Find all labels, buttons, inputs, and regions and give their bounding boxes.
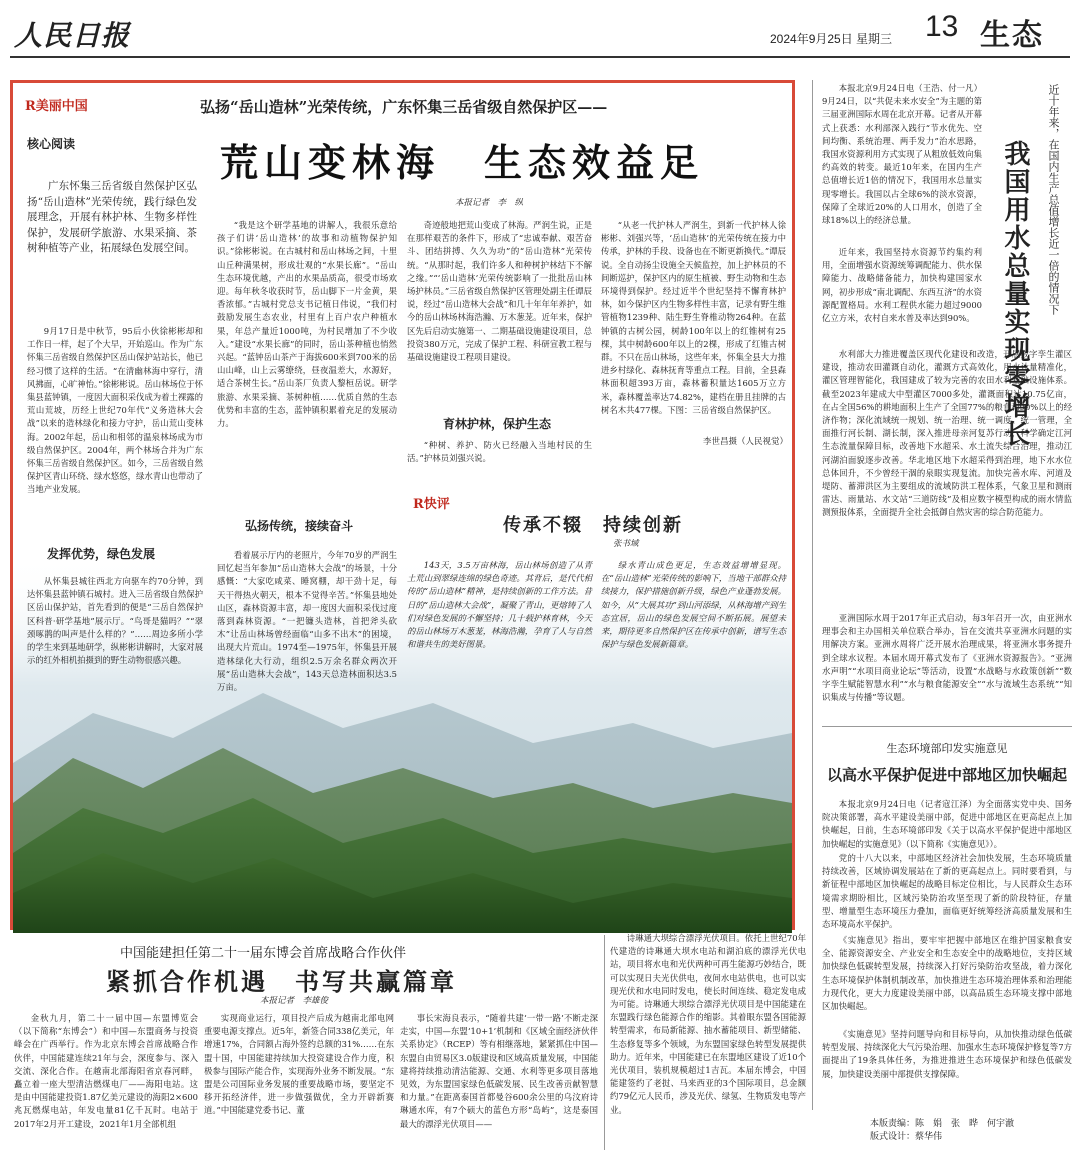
- feature-col1-para1: 9月17日是中秋节，95后小伙徐彬彬却和工作日一样，起了个大早，开始巡山。作为广东怀集三岳省级自然保护区岳山保护站站长，他已经习惯了这样的生活。“在清幽林海中穿行，清风拂面，心旷神怡。”徐彬彬说。岳山林场位于怀集县蓝钟镇，一度因大面积采伐成为着土裸露的荒山荒坡，历经上世纪70年代“义务造林大会战”以来的造林绿化和接力守护，岳山荒山变林海。2002年起，岳山和相邻的温泉林场成为市级自然保护区。2004年，两个林场合并为广东怀集三岳省级自然保护区。如今，三岳省级自然保护区青山环绕、绿水悠悠，绿水青山也带动了当地产业发展。: [27, 326, 203, 495]
- summary-text: 广东怀集三岳省级自然保护区弘扬“岳山造林”光荣传统，践行绿色发展理念，开展有林护林、生物多样性保护，发展研学旅游、水果采摘、茶树种植等产业，拓展绿色发展空间。: [27, 180, 197, 254]
- ecology-article-para3: 《实施意见》指出，要牢牢把握中部地区在维护国家粮食安全、能源资源安全、产业安全和生态安全中的战略地位，支持区域加快绿色低碳转型发展，持续深入打好污染防治攻坚战，着力深化生态环境保护体制机制改革，加快推进生态环境治理体系和治理能力现代化，更大力度建设美丽中部，以高品质生态环境支撑中部地区加快崛起。: [822, 935, 1072, 1012]
- feature-byline: 本报记者 李 纵: [455, 198, 524, 208]
- energy-article-col4: 诗琳通大坝综合漂浮光伏项目。依托上世纪70年代建造的诗琳通大坝水电站和湖泊底的漂浮光伏电站，项目将水电和光伏两种可再生能源巧妙结合，既可以实现日夫光伏供电，夜间水电站供电，也可以实现光伏和水电同时发电，使长时间连续、稳定发电成为可能。诗琳通大坝综合漂浮光伏项目是中国能建在东盟践行绿色能源合作的缩影。其着眼东盟各国能源转型需求，布局新能源、抽水蓄能项目、新型储能、生态修复等多个领域，为东盟国家绿色转型发展提供助力。近年来，中国能建已在东盟地区建设了近10个光伏项目，装机规模超过1吉瓦。本届东博会，中国能建签约了老挝、马来西亚的3个国际项目，总金额约79亿元人民币，涉及光伏、绿氢、生物质发电等产业。: [610, 933, 806, 1115]
- ecology-article-headline: 以高水平保护促进中部地区加快崛起: [826, 766, 1067, 784]
- energy-article-col2: 实现商业运行，项目投产后成为越南北部电网重要电源支撑点。近5年，新签合同338亿美元，年增速17%，合同额占海外签约总额的31%……在东盟十国，中国能建持续加大投资建设合作力度，积极参与国际产能合作，实现海外业务不断发展。“东盟是公司国际业务发展的重要战略市场，要坚定不移开拓经济伴，进一步做强做优，全力开辟新赛道。”中国能建党委书记、董: [204, 1013, 394, 1116]
- energy-article-headline: 紧抓合作机遇 书写共赢篇章: [106, 967, 457, 996]
- column-divider: [812, 80, 813, 1110]
- page-number: 13: [925, 10, 959, 43]
- ecology-article-para4: 《实施意见》坚持问题导向和目标导向，从加快推动绿色低碳转型发展、持续深化大气污染治理、加强水生态环境保护修复等7方面提出了19条具体任务，为推进推进生态环境保护和绿色低碳发展，加快建设美丽中部提供支撑保障。: [822, 1029, 1072, 1079]
- page-designer: 版式设计：蔡华伟: [870, 1132, 943, 1142]
- feature-col3-subhead: 育林护林，保护生态: [443, 417, 552, 431]
- comment-author: 张书域: [613, 539, 639, 549]
- summary-label: 核心阅读: [27, 137, 76, 151]
- photo-credit: 李世昌摄（人民视觉）: [703, 437, 789, 447]
- water-article-para4: 亚洲国际水周于2017年正式启动，每3年召开一次，由亚洲水理事会和主办国相关单位联合举办，旨在交流共享亚洲水问题的实用解决方案。亚洲水周将广泛开展水治理成果，将亚洲水事务提升到全球水议程。本届水周开幕式发布了《亚洲水资源报告》。“亚洲水声明”“水项目商业论坛”等活动，设置“水战略与水政策创新”“数字孪生赋能智慧水利”“水与粮食能源安全”“水与流域生态系统”“知识集成与传播”等议题。: [822, 613, 1072, 703]
- feature-col2-para1: “我是这个研学基地的讲解人，我很乐意给孩子们讲‘岳山造林’的故事和动植物保护知识。”徐彬彬说。在古城村和岳山林场之间，十里山丘种满果树，形成壮观的“水果长廊”。“岳山生态环境优越，产出的水果品质高，很受市场欢迎。每年秋冬收获时节，岳山脚下一片金黄，果香浓郁。”古城村党总支书记植日伟说，“我们村鼓励发展生态农业，村里有上百户农户种植水果，年总产量近1000吨，为村民增加了不少收入。”建设“水果长廊”的同时，岳山茶种植也悄然兴起。“蓝钟岳山茶产于海拔600米到700米的岳山山峰，山上云雾缭绕，昼夜温差大，水源好，适合茶树生长。”岳山茶厂负责人黎桓岳说。研学旅游、水果采摘、茶树种植……优质自然的生态优势和丰富的生态，蓝钟镇积累着充足的发展动力。: [217, 220, 397, 429]
- water-article-para1: 本报北京9月24日电（王浩、付一凡）9月24日，以“共促未来水安全”为主题的第三届亚洲国际水周在北京开幕。记者从开幕式上获悉：水利部深入践行“节水优先、空间均衡、系统治理、两手发力”治水思路，我国水资源利用方式实现了从粗放低效向集约高效的转变。最近10年来，在国内生产总值增长近1倍的情况下，我国用水总量实现零增长。我国以占全球6%的淡水资源，保障了全球近20%的人口用水，创造了全球18%以上的经济总量。: [822, 83, 982, 226]
- newspaper-logo: 人民日报: [14, 19, 131, 52]
- ecology-article-para2: 党的十八大以来，中部地区经济社会加快发展，生态环境质量持续改善，区域协调发展站在了新的更高起点上。同时要看到，与新征程中部地区加快崛起的战略目标定位相比，与人民群众生态环境需求期盼相比，区域污染防治攻坚至现了新的阶段特征，存量型、增量型生态环境压力叠加，面临更好统筹经济高质量发展和生态环境高水平保护。: [822, 853, 1072, 930]
- water-article-headline: 我国用水总量实现零增长: [1000, 140, 1030, 448]
- energy-article-col1: 金秋九月，第二十一届中国—东盟博览会（以下简称“东博会”）和中国—东盟商务与投资峰会在广西举行。作为北京东博会首席战略合作伙伴，中国能建连续21年与会，深度参与、深入交流、深化合作。在越南北部海阳省京春河畔，矗立着一座大型清洁燃煤电厂——海阳电站。这是由中国能建投资1.87亿美元建设的海阳2×600兆瓦燃煤电站，年发电量81亿千瓦时。电站于2017年2月开工建设，2021年1月全部机组: [14, 1013, 198, 1129]
- feature-col2-subhead: 弘扬传统，接续奋斗: [245, 519, 354, 533]
- feature-article-box: [10, 80, 795, 930]
- comment-title: 传承不辍 持续创新: [503, 515, 683, 536]
- energy-article-byline: 本报记者 李雄俊: [260, 996, 329, 1006]
- feature-col4-para1: “从老一代护林人严润生，到新一代护林人徐彬彬、刘强兴等，‘岳山造林’的光荣传统在接力中传承，护林的手段、设备也在不断更新换代。”谭辰说。全自动扬尘设施全天候监控，加上护林员的不间断巡护，保护区内的原生植被、野生动物和生态环境得到保护。经过近半个世纪坚持不懈育林护林，如今保护区内生物多样性丰富，记录有野生维管植物1239种、陆生野生脊椎动物264种。在蓝钟镇的古树公园，树龄100年以上的红锥树有25棵，其中树龄600年以上的2棵，形成了红锥古树群。不只在岳山林场，这些年来，怀集全县大力推进乡村绿化、森林抚育等重点工程。目前，全县森林面积超393万亩，森林蓄积量达1605万立方米，森林覆盖率达74.82%，建档在册且挂牌的古树名木共477棵。下图：三岳省级自然保护区。: [601, 220, 786, 415]
- water-article-vertical-kicker: 近十年来，在国内生产总值增长近一倍的情况下: [1047, 84, 1060, 315]
- ecology-article-para1: 本报北京9月24日电（记者寇江泽）为全面落实党中央、国务院决策部署，高水平建设美丽中部，促进中部地区在更高起点上加快崛起，日前，生态环境部印发《关于以高水平保护促进中部地区加快崛起的实施意见》（以下简称《实施意见》）。: [822, 799, 1072, 849]
- energy-article-column-divider: [604, 935, 605, 1150]
- feature-col1-subhead: 发挥优势，绿色发展: [47, 547, 156, 561]
- water-article-para3: 水利部大力推进覆盖区现代化建设和改造，开展数字孪生灌区建设，推动农田灌溉自动化，灌溉方式高效化，用水计量精准化，灌区管理智能化，我国建成了较为完善的农田水利基础设施体系。截至2023年建成大中型灌区7000多处，灌溉面积达10.75亿亩，在占全国56%的耕地面积上生产了全国77%的粮食和90%以上的经济作物；深化流域统一规划、统一治理、统一调度、统一管理，全面推行河长制、湖长制，深入推进母亲河复苏行动，科学确定江河生态流量保障目标，改善地下水超采、水土流失综合治理，推动江河湖泊面貌逐步改善。华北地区地下水超采得到治理，地下水水位总体回升，不少曾经干涸的泉眼实现复流。加快完善水库、河道及堤防、蓄滞洪区为主要组成的流域防洪工程体系，气象卫星和测雨雷达、雨量站、水文站“三道防线”及相应数字模型构成的雨水情监测预报体系，全面提升全社会抵御自然灾害的综合防范能力。: [822, 349, 1072, 518]
- masthead-rule: [10, 56, 1070, 58]
- energy-article-col3: 事长宋海良表示，“随着共建‘一带一路’不断走深走实，中国—东盟‘10+1’机制和《区域全面经济伙伴关系协定》（RCEP）等有相继落地，紧紧抓住中国—东盟自由贸易区3.0版建设和区域高质量发展，中国能建将持续推动清洁能源、交通、水利等更多项目落地见效，为东盟国家绿色低碳发展、民生改善贡献智慧和力量。”在距离泰国首都曼谷600余公里的乌汶府诗琳通水库，有7个硕大的蓝色方形“岛屿”，这是泰国最大的漂浮光伏项目——: [400, 1013, 598, 1129]
- quick-comment-tag: R快评: [413, 497, 450, 512]
- section-name: 生态: [980, 18, 1044, 53]
- feature-headline: 荒山变林海 生态效益足: [220, 140, 705, 185]
- energy-article-kicker: 中国能建担任第二十一届东博会首席战略合作伙伴: [120, 946, 407, 961]
- feature-col3-para1: 奇迹般地把荒山变成了林海。严润生说，正是在那样艰苦的条件下，形成了“忠诚奉献、艰苦奋斗、团结拼搏、久久为功”的“岳山造林”光荣传统。“从那时起，我们许多人和种树护林结下不解之缘。”“‘岳山造林’光荣传统影响了一批批岳山林场护林员。”三岳省级自然保护区管理处副主任谭辰说，经过“岳山造林大会战”和几十年年年养护，如今的岳山林场林海浩瀚、万木葱茏。近年来，保护区先后启动实施第一、二期基础设施建设项目，总投资380万元，完成了保护工程、科研宣教工程与基础设施建设工程项目建设。: [407, 220, 592, 363]
- comment-para2: 绿水青山成色更足，生态效益增增显现。在“岳山造林”光荣传统的影响下，当地干部群众持续接力，保护措施创新升级，绿色产业蓬勃发展。如今，从“大展其功”到山河添绿，从林海增产到生态宜居，岳山的绿色发展空间不断拓展。展望未来，期待更多自然保护区在传承中创新，谱写生态保护与绿色发展新篇章。: [601, 560, 786, 650]
- feature-col3-para2: “种树、养护、防火已经融入当地村民的生活。”护林员刘强兴说。: [407, 440, 592, 464]
- beautiful-china-tag: R美丽中国: [25, 99, 88, 114]
- feature-col2-para2: 看着展示厅内的老照片，今年70岁的严润生回忆起当年参加“岳山造林大会战”的场景，十分感慨：“大家吃咸菜、睡窝棚，却干劲十足，每天干得热火朝天，根本不觉得辛苦。”怀集县地处山区，森林资源丰富，却一度因大面积采伐过度落到森林资源。“一把镰头造林，首把斧头砍木”让岳山林场曾经面临“山多不出木”的困境，出现大片荒山。1974至—1975年，怀集县开展造林绿化大行动，组织2.5万余名群众两次开展“岳山造林大会战”，143天总造林面积达3.5万亩。: [217, 550, 397, 693]
- page-editors: 本版责编：陈 娟 张 晔 何宇澈: [870, 1119, 1015, 1129]
- section-tag: [25, 95, 88, 114]
- sidebar-divider: [822, 726, 1072, 727]
- feature-col1-para2: 从怀集县城往西北方向驱车约70分钟，到达怀集县蓝钟镇石城村。进入三岳省级自然保护区岳山保护站，首先看到的便是“三岳自然保护区科普·研学基地”展示厅。“鸟哥是猫吗？”“翠颈啄鹊的叫声是什么样的？”……周边多所小学的学生来到基地研学，纵彬彬讲解时，大家对展示的红外相机拍摄到的野生动物很感兴趣。: [27, 576, 203, 666]
- comment-para1: 143天，3.5万亩林海，岳山林场创造了从青土荒山到翠绿连绵的绿色奇迹。其背后，是代代相传的“岳山造林”精神，是持续创新的工作方法。昔日的“岳山造林大会战”，凝聚了青山，更熔铸了人们对绿色发展的不懈坚持；几十载护林育林，今天的岳山林场万木葱茏，林海浩瀚，孕育了人与自然和谐共生的美好图景。: [407, 560, 592, 650]
- issue-date: 2024年9月25日 星期三: [770, 32, 893, 46]
- feature-kicker: 弘扬“岳山造林”光荣传统，广东怀集三岳省级自然保护区——: [200, 98, 608, 116]
- water-article-para2: 近年来，我国坚持水资源节约集约利用，全面增强水资源统筹调配能力、供水保障能力、战略储备能力，加快构建国家水网，初步形成“南北调配、东西互济”的水资源配置格局。水利工程供水能力超过9000亿立方米，农村自来水普及率达到90%。: [822, 247, 982, 324]
- ecology-article-kicker: 生态环境部印发实施意见: [886, 742, 1008, 755]
